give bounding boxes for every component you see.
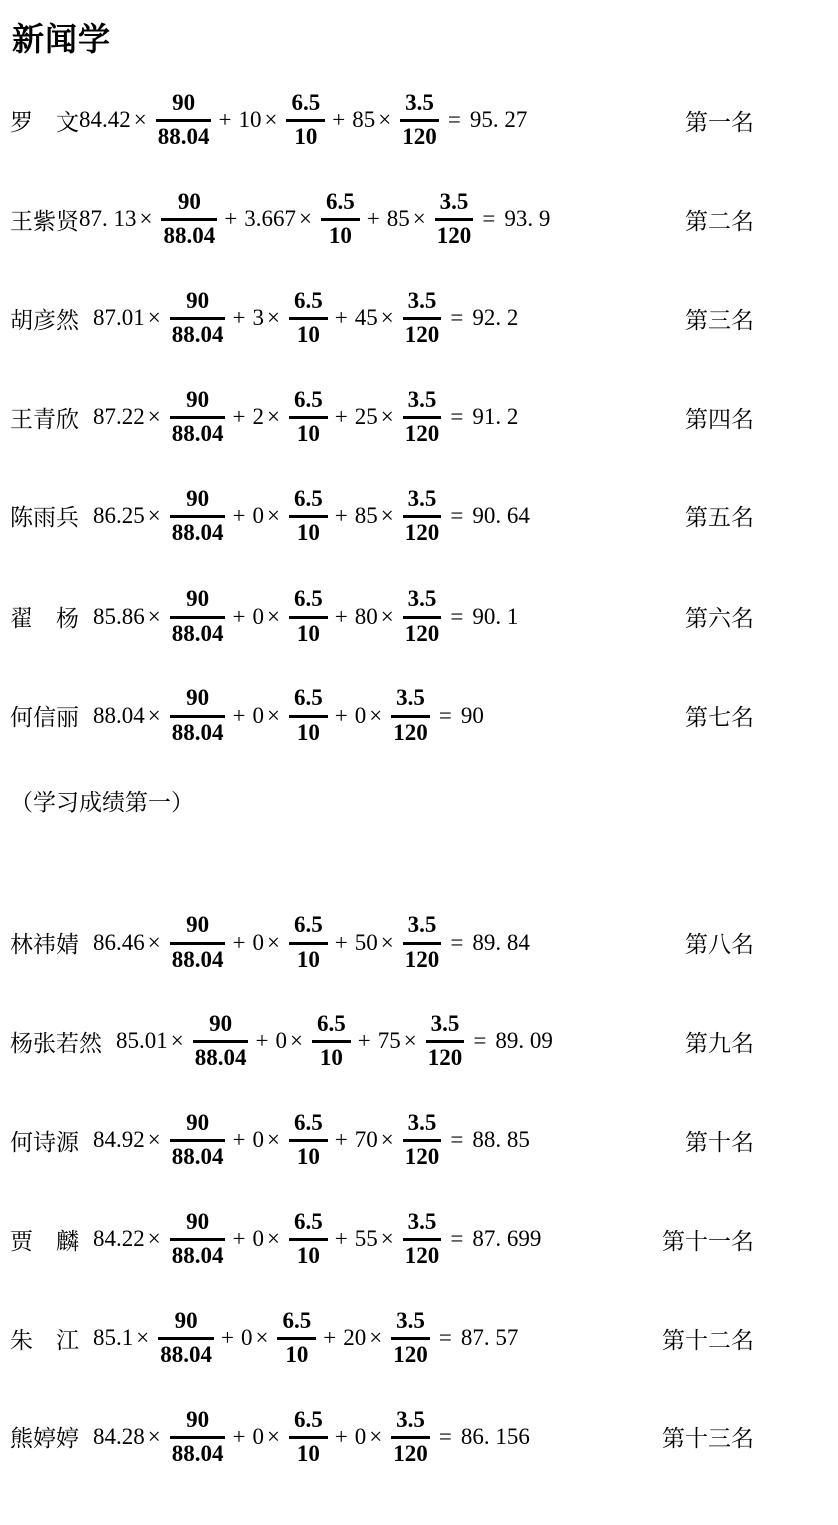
multiply-sign: × <box>266 305 280 331</box>
multiply-sign: × <box>147 1423 161 1449</box>
multiply-sign: × <box>147 603 161 629</box>
ranking-row <box>10 90 838 151</box>
multiply-sign: × <box>369 1423 383 1449</box>
multiply-sign: × <box>255 1325 269 1351</box>
student-name: 杨张若然 <box>10 1030 102 1056</box>
multiply-sign: × <box>266 1226 280 1252</box>
plus-sign: + <box>220 1325 234 1351</box>
base-score: 86.25 <box>93 502 145 528</box>
equals-sign: = <box>450 502 464 528</box>
bonus-score: 0 <box>252 929 264 955</box>
multiply-sign: × <box>266 603 280 629</box>
final-score: 86. 156 <box>460 1423 530 1449</box>
exam-weight-fraction <box>170 685 226 746</box>
multiply-sign: × <box>380 1127 394 1153</box>
fraction-numerator: 6.5 <box>289 1110 328 1142</box>
fraction-denominator: 120 <box>402 124 437 150</box>
extra-weight-fraction <box>403 586 442 647</box>
final-score: 93. 9 <box>504 206 551 232</box>
student-name: 王紫贤 <box>10 208 79 234</box>
fraction-numerator: 3.5 <box>403 586 442 618</box>
exam-weight-fraction <box>170 1407 226 1468</box>
bonus-score: 3 <box>252 305 264 331</box>
fraction-denominator: 10 <box>296 421 320 447</box>
bonus-weight-fraction <box>289 586 328 647</box>
bonus-weight-fraction <box>277 1308 316 1369</box>
extra-weight-fraction <box>403 912 442 973</box>
plus-sign: + <box>334 702 348 728</box>
rank-label: 第二名 <box>685 208 754 234</box>
fraction-denominator: 10 <box>319 1045 343 1071</box>
base-score: 84.42 <box>79 107 131 133</box>
multiply-sign: × <box>147 305 161 331</box>
fraction-denominator: 10 <box>296 620 320 646</box>
fraction-denominator: 88.04 <box>171 1144 224 1170</box>
base-score: 84.92 <box>93 1127 145 1153</box>
extra-weight-fraction <box>391 1407 430 1468</box>
multiply-sign: × <box>133 107 147 133</box>
bonus-score: 0 <box>240 1325 253 1351</box>
plus-sign: + <box>357 1028 371 1054</box>
extra-score: 85 <box>354 502 378 528</box>
extra-score: 85 <box>386 206 410 232</box>
extra-weight-fraction <box>403 1209 442 1270</box>
plus-sign: + <box>232 603 246 629</box>
extra-score: 85 <box>352 107 376 133</box>
ranking-row <box>10 1407 838 1468</box>
multiply-sign: × <box>139 206 153 232</box>
bonus-weight-fraction <box>289 288 328 349</box>
fraction-numerator: 3.5 <box>403 288 442 320</box>
fraction-denominator: 88.04 <box>171 1243 224 1269</box>
multiply-sign: × <box>266 1127 280 1153</box>
exam-weight-fraction <box>193 1011 249 1072</box>
bonus-score: 3.667 <box>244 206 296 232</box>
fraction-denominator: 88.04 <box>171 946 224 972</box>
rank-label: 第十三名 <box>662 1426 754 1452</box>
multiply-sign: × <box>380 929 394 955</box>
rank-label: 第七名 <box>685 705 754 731</box>
plus-sign: + <box>334 1127 348 1153</box>
plus-sign: + <box>232 404 246 430</box>
extra-weight-fraction <box>391 1308 430 1369</box>
extra-weight-fraction <box>403 387 442 448</box>
fraction-numerator: 3.5 <box>435 189 474 221</box>
plus-sign: + <box>232 702 246 728</box>
equals-sign: = <box>438 1423 452 1449</box>
student-name: 罗 文 <box>10 109 79 135</box>
ranking-row <box>10 1110 838 1171</box>
base-score: 84.22 <box>93 1226 145 1252</box>
plus-sign: + <box>334 1226 348 1252</box>
multiply-sign: × <box>264 107 278 133</box>
multiply-sign: × <box>147 929 161 955</box>
bonus-weight-fraction <box>289 387 328 448</box>
fraction-numerator: 90 <box>170 586 226 618</box>
bonus-score: 0 <box>252 1423 264 1449</box>
base-score: 88.04 <box>93 702 145 728</box>
rank-label: 第十一名 <box>662 1228 754 1254</box>
student-name: 熊婷婷 <box>10 1426 79 1452</box>
student-name: 何信丽 <box>10 705 79 731</box>
multiply-sign: × <box>412 206 426 232</box>
multiply-sign: × <box>266 929 280 955</box>
fraction-numerator: 90 <box>193 1011 249 1043</box>
equals-sign: = <box>450 404 464 430</box>
fraction-denominator: 88.04 <box>157 124 210 150</box>
fraction-numerator: 3.5 <box>391 1407 430 1439</box>
fraction-numerator: 6.5 <box>312 1011 351 1043</box>
bonus-weight-fraction <box>289 912 328 973</box>
extra-weight-fraction <box>403 1110 442 1171</box>
ranking-rows-group-1 <box>10 90 838 746</box>
base-score: 85.1 <box>93 1325 134 1351</box>
equals-sign: = <box>450 1127 464 1153</box>
final-score: 90 <box>460 702 484 728</box>
exam-weight-fraction <box>170 912 226 973</box>
fraction-numerator: 90 <box>170 1209 226 1241</box>
multiply-sign: × <box>298 206 312 232</box>
fraction-numerator: 6.5 <box>289 1407 328 1439</box>
final-score: 90. 64 <box>472 502 530 528</box>
page-title: 新闻学 <box>12 21 112 57</box>
fraction-denominator: 88.04 <box>171 719 224 745</box>
multiply-sign: × <box>403 1028 417 1054</box>
extra-score: 50 <box>354 929 378 955</box>
extra-score: 0 <box>354 702 367 728</box>
plus-sign: + <box>366 206 380 232</box>
fraction-numerator: 90 <box>158 1308 214 1340</box>
equals-sign: = <box>473 1028 487 1054</box>
student-name: 何诗源 <box>10 1129 79 1155</box>
fraction-denominator: 120 <box>393 1342 428 1368</box>
rank-label: 第六名 <box>685 606 754 632</box>
plus-sign: + <box>232 502 246 528</box>
plus-sign: + <box>232 1127 246 1153</box>
extra-weight-fraction <box>403 486 442 547</box>
fraction-denominator: 120 <box>404 620 440 646</box>
rank-label: 第十二名 <box>662 1327 754 1353</box>
bonus-weight-fraction <box>321 189 360 250</box>
equals-sign: = <box>450 305 464 331</box>
multiply-sign: × <box>266 702 280 728</box>
plus-sign: + <box>334 502 348 528</box>
ranking-row <box>10 1209 838 1270</box>
fraction-denominator: 88.04 <box>171 620 224 646</box>
fraction-denominator: 88.04 <box>171 421 224 447</box>
extra-weight-fraction <box>400 90 439 151</box>
multiply-sign: × <box>289 1028 303 1054</box>
fraction-denominator: 88.04 <box>160 1342 212 1368</box>
fraction-denominator: 120 <box>404 519 440 545</box>
student-name: 贾 麟 <box>10 1228 79 1254</box>
fraction-numerator: 90 <box>170 486 226 518</box>
fraction-denominator: 120 <box>404 946 440 972</box>
student-name: 陈雨兵 <box>10 505 79 531</box>
fraction-numerator: 6.5 <box>289 288 328 320</box>
fraction-numerator: 90 <box>170 1110 226 1142</box>
exam-weight-fraction <box>156 90 212 151</box>
fraction-denominator: 120 <box>404 1243 440 1269</box>
fraction-denominator: 88.04 <box>163 223 216 249</box>
bonus-weight-fraction <box>312 1011 351 1072</box>
multiply-sign: × <box>380 305 394 331</box>
fraction-numerator: 6.5 <box>289 685 328 717</box>
multiply-sign: × <box>266 404 280 430</box>
fraction-denominator: 10 <box>285 1342 309 1368</box>
bonus-weight-fraction <box>286 90 325 151</box>
student-name: 林祎婧 <box>10 932 79 958</box>
multiply-sign: × <box>136 1325 150 1351</box>
rank-label: 第四名 <box>685 406 754 432</box>
fraction-denominator: 10 <box>296 1243 320 1269</box>
base-score: 87. 13 <box>79 206 137 232</box>
plus-sign: + <box>332 107 346 133</box>
plus-sign: + <box>334 1423 348 1449</box>
fraction-denominator: 88.04 <box>194 1045 247 1071</box>
multiply-sign: × <box>147 1127 161 1153</box>
fraction-denominator: 120 <box>427 1045 463 1071</box>
fraction-numerator: 6.5 <box>289 1209 328 1241</box>
fraction-denominator: 88.04 <box>171 1440 224 1466</box>
base-score: 85.86 <box>93 603 145 629</box>
fraction-numerator: 6.5 <box>289 912 328 944</box>
student-name: 胡彦然 <box>10 307 79 333</box>
multiply-sign: × <box>369 702 383 728</box>
multiply-sign: × <box>147 1226 161 1252</box>
extra-weight-fraction <box>426 1011 465 1072</box>
extra-score: 25 <box>354 404 378 430</box>
plus-sign: + <box>334 305 348 331</box>
multiply-sign: × <box>147 502 161 528</box>
fraction-denominator: 10 <box>296 322 320 348</box>
final-score: 87. 699 <box>472 1226 542 1252</box>
bonus-score: 10 <box>238 107 262 133</box>
plus-sign: + <box>323 1325 337 1351</box>
fraction-denominator: 120 <box>393 719 428 745</box>
extra-score: 80 <box>354 603 378 629</box>
bonus-score: 0 <box>252 1226 264 1252</box>
rank-label: 第三名 <box>685 307 754 333</box>
bonus-score: 0 <box>252 702 264 728</box>
multiply-sign: × <box>378 107 392 133</box>
multiply-sign: × <box>369 1325 383 1351</box>
exam-weight-fraction <box>170 1110 226 1171</box>
rank-label: 第五名 <box>685 505 754 531</box>
plus-sign: + <box>255 1028 269 1054</box>
multiply-sign: × <box>380 502 394 528</box>
ranking-row <box>10 685 838 746</box>
equals-sign: = <box>438 702 452 728</box>
fraction-numerator: 3.5 <box>403 1209 442 1241</box>
fraction-numerator: 6.5 <box>289 586 328 618</box>
fraction-denominator: 10 <box>296 1144 320 1170</box>
fraction-denominator: 88.04 <box>171 519 224 545</box>
fraction-denominator: 10 <box>296 1440 320 1466</box>
fraction-denominator: 120 <box>393 1440 428 1466</box>
fraction-denominator: 88.04 <box>171 322 224 348</box>
plus-sign: + <box>334 929 348 955</box>
ranking-row <box>10 1011 838 1072</box>
base-score: 87.22 <box>93 404 145 430</box>
fraction-numerator: 3.5 <box>426 1011 465 1043</box>
plus-sign: + <box>334 603 348 629</box>
exam-weight-fraction <box>158 1308 214 1369</box>
fraction-numerator: 90 <box>170 288 226 320</box>
ranking-row <box>10 189 838 250</box>
bonus-score: 2 <box>252 404 264 430</box>
bonus-weight-fraction <box>289 486 328 547</box>
multiply-sign: × <box>380 1226 394 1252</box>
bonus-score: 0 <box>275 1028 287 1054</box>
plus-sign: + <box>232 1423 246 1449</box>
ranking-row <box>10 1308 838 1369</box>
extra-weight-fraction <box>391 685 430 746</box>
rank-label: 第十名 <box>685 1129 754 1155</box>
extra-score: 0 <box>354 1423 367 1449</box>
fraction-denominator: 10 <box>328 223 352 249</box>
final-score: 87. 57 <box>460 1325 519 1351</box>
extra-score: 55 <box>354 1226 378 1252</box>
base-score: 86.46 <box>93 929 145 955</box>
final-score: 88. 85 <box>472 1127 530 1153</box>
fraction-numerator: 3.5 <box>403 387 442 419</box>
bonus-score: 0 <box>252 603 264 629</box>
equals-sign: = <box>450 1226 464 1252</box>
fraction-numerator: 90 <box>170 912 226 944</box>
fraction-numerator: 6.5 <box>289 486 328 518</box>
multiply-sign: × <box>147 702 161 728</box>
final-score: 89. 84 <box>472 929 530 955</box>
student-name: 朱 江 <box>10 1327 79 1353</box>
study-first-note: （学习成绩第一） <box>10 790 194 816</box>
exam-weight-fraction <box>170 1209 226 1270</box>
base-score: 84.28 <box>93 1423 145 1449</box>
base-score: 85.01 <box>116 1028 168 1054</box>
bonus-weight-fraction <box>289 1407 328 1468</box>
extra-score: 20 <box>343 1325 367 1351</box>
final-score: 95. 27 <box>469 107 528 133</box>
fraction-numerator: 90 <box>170 1407 226 1439</box>
extra-weight-fraction <box>403 288 442 349</box>
final-score: 91. 2 <box>472 404 519 430</box>
exam-weight-fraction <box>161 189 217 250</box>
fraction-numerator: 6.5 <box>277 1308 316 1340</box>
fraction-numerator: 3.5 <box>391 1308 430 1340</box>
fraction-numerator: 3.5 <box>400 90 439 122</box>
fraction-numerator: 3.5 <box>391 685 430 717</box>
fraction-numerator: 3.5 <box>403 486 442 518</box>
fraction-denominator: 10 <box>296 719 320 745</box>
fraction-denominator: 120 <box>436 223 472 249</box>
student-name: 王青欣 <box>10 406 79 432</box>
multiply-sign: × <box>266 502 280 528</box>
multiply-sign: × <box>170 1028 184 1054</box>
ranking-row <box>10 586 838 647</box>
rank-label: 第八名 <box>685 932 754 958</box>
final-score: 92. 2 <box>472 305 519 331</box>
base-score: 87.01 <box>93 305 145 331</box>
bonus-weight-fraction <box>289 685 328 746</box>
fraction-numerator: 90 <box>161 189 217 221</box>
plus-sign: + <box>334 404 348 430</box>
extra-score: 75 <box>377 1028 401 1054</box>
extra-score: 70 <box>354 1127 378 1153</box>
fraction-numerator: 90 <box>170 685 226 717</box>
equals-sign: = <box>450 929 464 955</box>
ranking-row <box>10 912 838 973</box>
ranking-row <box>10 486 838 547</box>
equals-sign: = <box>450 603 464 629</box>
plus-sign: + <box>232 929 246 955</box>
fraction-numerator: 6.5 <box>286 90 325 122</box>
multiply-sign: × <box>266 1423 280 1449</box>
bonus-weight-fraction <box>289 1110 328 1171</box>
equals-sign: = <box>438 1325 452 1351</box>
multiply-sign: × <box>380 603 394 629</box>
bonus-score: 0 <box>252 1127 264 1153</box>
fraction-numerator: 3.5 <box>403 912 442 944</box>
exam-weight-fraction <box>170 586 226 647</box>
exam-weight-fraction <box>170 288 226 349</box>
equals-sign: = <box>482 206 496 232</box>
fraction-denominator: 120 <box>404 322 440 348</box>
fraction-numerator: 3.5 <box>403 1110 442 1142</box>
fraction-denominator: 10 <box>294 124 318 150</box>
ranking-rows-group-2 <box>10 912 838 1467</box>
equals-sign: = <box>447 107 461 133</box>
fraction-numerator: 90 <box>156 90 212 122</box>
plus-sign: + <box>218 107 232 133</box>
ranking-row <box>10 288 838 349</box>
student-name: 翟 杨 <box>10 606 79 632</box>
fraction-numerator: 6.5 <box>321 189 360 221</box>
fraction-denominator: 10 <box>296 946 320 972</box>
plus-sign: + <box>232 1226 246 1252</box>
final-score: 90. 1 <box>472 603 519 629</box>
fraction-denominator: 10 <box>296 519 320 545</box>
rank-label: 第九名 <box>685 1030 754 1056</box>
fraction-numerator: 6.5 <box>289 387 328 419</box>
fraction-denominator: 120 <box>404 1144 440 1170</box>
exam-weight-fraction <box>170 486 226 547</box>
rank-label: 第一名 <box>685 109 754 135</box>
plus-sign: + <box>232 305 246 331</box>
extra-score: 45 <box>354 305 378 331</box>
fraction-numerator: 90 <box>170 387 226 419</box>
exam-weight-fraction <box>170 387 226 448</box>
bonus-weight-fraction <box>289 1209 328 1270</box>
extra-weight-fraction <box>435 189 474 250</box>
bonus-score: 0 <box>252 502 264 528</box>
multiply-sign: × <box>380 404 394 430</box>
multiply-sign: × <box>147 404 161 430</box>
ranking-row <box>10 387 838 448</box>
plus-sign: + <box>224 206 238 232</box>
fraction-denominator: 120 <box>404 421 440 447</box>
final-score: 89. 09 <box>495 1028 553 1054</box>
